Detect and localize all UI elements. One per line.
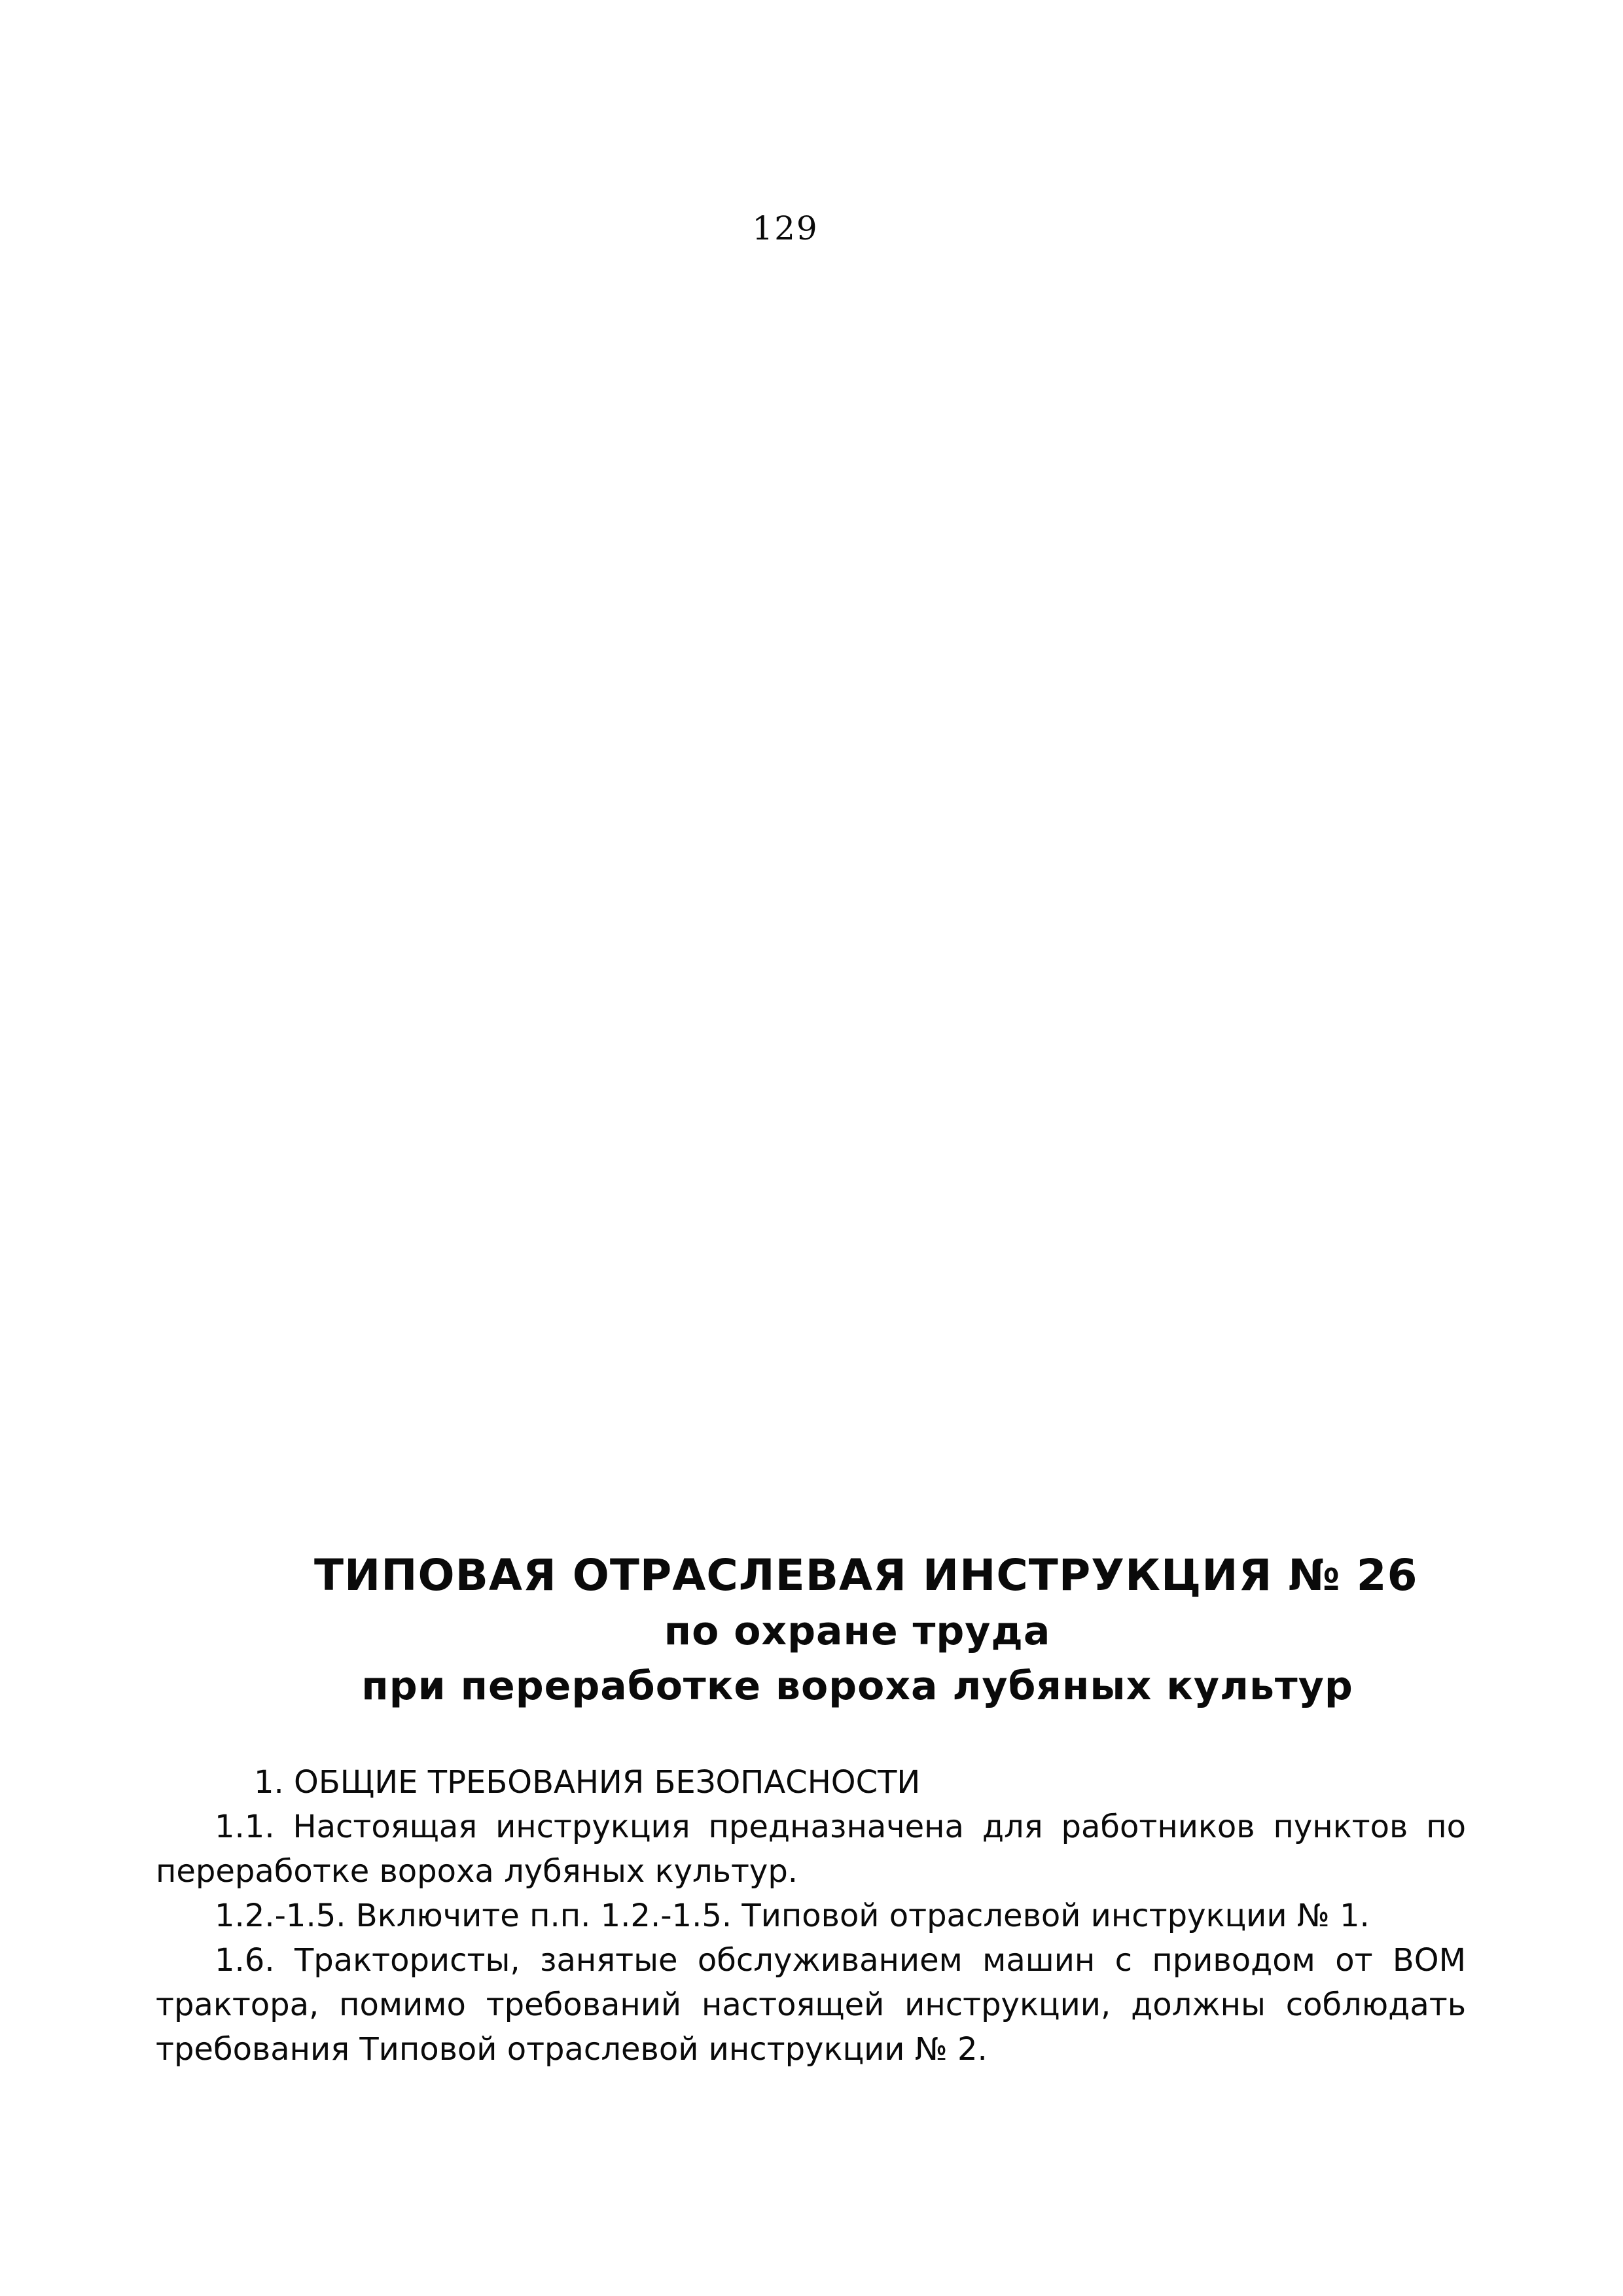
paragraph-1-6-line-1: 1.6. Трактористы, занятые обслуживанием машин с приводом от ВОМ (215, 1942, 1466, 1979)
document-title (314, 1547, 1418, 1714)
title-line-1: ТИПОВАЯ ОТРАСЛЕВАЯ ИНСТРУКЦИЯ № 26 (314, 1550, 1418, 1600)
section-heading: 1. ОБЩИЕ ТРЕБОВАНИЯ БЕЗОПАСНОСТИ (254, 1764, 921, 1801)
paragraph-1-2 (156, 1894, 1466, 1938)
paragraph-1-1-line-1: 1.1. Настоящая инструкция предназначена для работников пунктов по (215, 1809, 1466, 1845)
paragraph-1-6-line-3: требования Типовой отраслевой инструкции № 2. (156, 2031, 988, 2068)
title-line-3: при переработке вороха лубяных культур (361, 1663, 1353, 1709)
document-body (156, 1760, 1466, 2072)
page-number: 129 (752, 209, 819, 247)
paragraph-1-2-line-1: 1.2.-1.5. Включите п.п. 1.2.-1.5. Типовой отраслевой инструкции № 1. (215, 1898, 1370, 1934)
paragraph-1-6-line-2: трактора, помимо требований настоящей инструкции, должны соблюдать (156, 1987, 1466, 2023)
paragraph-1-6 (156, 1938, 1466, 2072)
title-line-2: по охране труда (664, 1608, 1051, 1654)
paragraph-1-1-line-2: переработке вороха лубяных культур. (156, 1853, 798, 1890)
paragraph-1-1 (156, 1805, 1466, 1894)
